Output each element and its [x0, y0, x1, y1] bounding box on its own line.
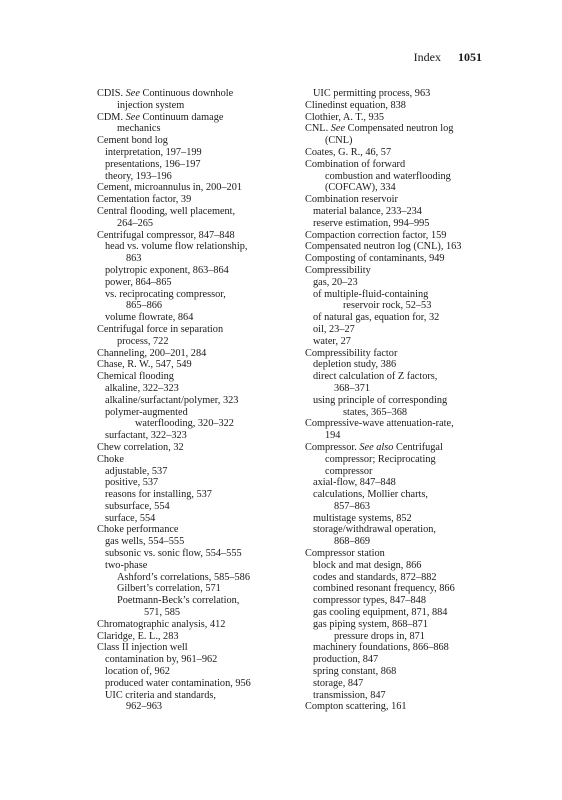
entry-text: polymer-augmented	[105, 406, 188, 418]
entry-text: Claridge, E. L., 283	[97, 630, 179, 642]
index-entry	[97, 642, 305, 654]
entry-text: Composting of contaminants, 949	[305, 253, 445, 265]
entry-text: machinery foundations, 866–868	[313, 642, 449, 654]
entry-text: Clinedinst equation, 838	[305, 99, 406, 111]
index-entry	[97, 607, 305, 619]
running-head-label: Index	[413, 50, 441, 64]
entry-text: gas piping system, 868–871	[313, 618, 428, 630]
entry-text: Chromatographic analysis, 412	[97, 618, 226, 630]
entry-text: Combination reservoir	[305, 194, 398, 206]
index-entry	[97, 560, 305, 572]
index-entry	[305, 383, 517, 395]
index-entry	[305, 513, 517, 525]
entry-text: UIC criteria and standards,	[105, 689, 216, 701]
index-entry	[305, 206, 517, 218]
index-entry	[305, 300, 517, 312]
entry-text: gas wells, 554–555	[105, 536, 185, 548]
entry-text: polytropic exponent, 863–864	[105, 264, 229, 276]
index-entry	[305, 572, 517, 584]
index-entry	[305, 642, 517, 654]
index-entry	[305, 454, 517, 466]
index-entry	[305, 430, 517, 442]
index-entry	[305, 607, 517, 619]
index-entry	[97, 477, 305, 489]
index-entry	[97, 524, 305, 536]
index-entry	[305, 489, 517, 501]
index-entry	[97, 701, 305, 713]
entry-text: Compressibility	[305, 264, 371, 276]
index-entry	[305, 407, 517, 419]
index-entry	[305, 619, 517, 631]
entry-text: codes and standards, 872–882	[313, 571, 437, 583]
entry-text: spring constant, 868	[313, 666, 397, 678]
index-entry	[305, 253, 517, 265]
index-entry	[305, 88, 517, 100]
entry-text: Central flooding, well placement,	[97, 205, 236, 217]
index-entry	[305, 524, 517, 536]
index-entry	[97, 348, 305, 360]
index-entry	[305, 654, 517, 666]
entry-text: injection system	[117, 99, 185, 111]
index-entry	[305, 194, 517, 206]
entry-text: reservoir rock, 52–53	[343, 300, 432, 312]
index-entry	[305, 218, 517, 230]
index-entry	[97, 336, 305, 348]
entry-text: process, 722	[117, 335, 169, 347]
index-entry	[97, 206, 305, 218]
entry-text: theory, 193–196	[105, 170, 172, 182]
index-entry	[97, 359, 305, 371]
entry-text: Compressibility factor	[305, 347, 398, 359]
index-column-right	[305, 88, 517, 713]
index-entry	[97, 147, 305, 159]
entry-text: Chase, R. W., 547, 549	[97, 359, 192, 371]
entry-text: UIC permitting process, 963	[313, 88, 431, 99]
entry-text: Centrifugal compressor, 847–848	[97, 229, 235, 241]
entry-text: Combination of forward	[305, 158, 406, 170]
entry-text: transmission, 847	[313, 689, 386, 701]
entry-text: compressor	[325, 465, 373, 477]
index-entry	[305, 112, 517, 124]
index-entry	[97, 100, 305, 112]
index-entry	[97, 454, 305, 466]
index-entry	[305, 631, 517, 643]
index-entry	[97, 112, 305, 124]
index-entry	[97, 395, 305, 407]
index-entry	[97, 277, 305, 289]
index-entry	[97, 513, 305, 525]
entry-text: gas cooling equipment, 871, 884	[313, 607, 448, 619]
entry-text: Poetmann-Beck’s correlation,	[117, 595, 240, 607]
entry-text: of multiple-fluid-containing	[313, 288, 429, 300]
entry-text: 868–869	[334, 536, 371, 548]
index-entry	[97, 654, 305, 666]
index-entry	[97, 312, 305, 324]
index-entry	[305, 701, 517, 713]
entry-text: 962–963	[126, 701, 163, 713]
entry-text: (COFCAW), 334	[325, 182, 396, 194]
index-entry	[305, 171, 517, 183]
entry-text: volume flowrate, 864	[105, 312, 194, 324]
page-number: 1051	[458, 50, 482, 64]
entry-text: Compton scattering, 161	[305, 701, 407, 713]
entry-text: surface, 554	[105, 512, 156, 524]
entry-text: Chemical flooding	[97, 371, 174, 383]
entry-text: subsurface, 554	[105, 500, 170, 512]
entry-text: CNL.	[305, 123, 331, 135]
index-entry	[97, 619, 305, 631]
index-entry	[305, 395, 517, 407]
running-head	[414, 50, 482, 65]
index-entry	[97, 595, 305, 607]
index-entry	[305, 477, 517, 489]
index-entry	[97, 631, 305, 643]
entry-text: Ashford’s correlations, 585–586	[117, 571, 250, 583]
index-entry	[97, 289, 305, 301]
index-entry	[305, 466, 517, 478]
index-entry	[305, 442, 517, 454]
index-entry	[305, 536, 517, 548]
entry-text: subsonic vs. sonic flow, 554–555	[105, 548, 242, 560]
entry-text: block and mat design, 866	[313, 559, 422, 571]
index-entry	[97, 536, 305, 548]
index-entry	[305, 123, 517, 135]
index-entry	[305, 182, 517, 194]
index-entry	[305, 312, 517, 324]
index-entry	[97, 324, 305, 336]
entry-text: surfactant, 322–323	[105, 430, 187, 442]
index-entry	[97, 218, 305, 230]
index-entry	[97, 407, 305, 419]
index-entry	[97, 88, 305, 100]
entry-text: waterflooding, 320–322	[135, 418, 234, 430]
see-reference: See	[330, 123, 346, 135]
index-entry	[97, 678, 305, 690]
entry-text: combined resonant frequency, 866	[313, 583, 455, 595]
entry-text: Cement, microannulus in, 200–201	[97, 182, 242, 194]
index-entry	[97, 466, 305, 478]
index-entry	[305, 241, 517, 253]
index-entry	[305, 289, 517, 301]
entry-text: alkaline, 322–323	[105, 382, 179, 394]
index-entry	[305, 560, 517, 572]
entry-text: 863	[126, 253, 142, 265]
index-entry	[305, 548, 517, 560]
entry-text: Cement bond log	[97, 135, 168, 147]
entry-text: material balance, 233–234	[313, 205, 422, 217]
entry-text: compressor; Reciprocating	[325, 453, 436, 465]
entry-text: Compensated neutron log	[345, 123, 454, 135]
entry-text: Compressor.	[305, 441, 360, 453]
index-entry	[97, 159, 305, 171]
entry-text: (CNL)	[325, 135, 353, 147]
entry-text: presentations, 196–197	[105, 158, 201, 170]
entry-text: vs. reciprocating compressor,	[105, 288, 226, 300]
index-entry	[97, 265, 305, 277]
entry-text: Chew correlation, 32	[97, 441, 184, 453]
entry-text: interpretation, 197–199	[105, 146, 202, 158]
see-reference: See	[125, 111, 140, 123]
entry-text: 194	[325, 430, 341, 442]
index-entry	[97, 241, 305, 253]
entry-text: pressure drops in, 871	[334, 630, 425, 642]
entry-text: storage/withdrawal operation,	[313, 524, 436, 536]
entry-text: states, 365–368	[343, 406, 408, 418]
index-entry	[305, 135, 517, 147]
index-entry	[305, 583, 517, 595]
entry-text: Coates, G. R., 46, 57	[305, 146, 392, 158]
index-entry	[97, 583, 305, 595]
entry-text: alkaline/surfactant/polymer, 323	[105, 394, 239, 406]
index-entry	[97, 666, 305, 678]
index-entry	[97, 690, 305, 702]
entry-text: power, 864–865	[105, 276, 172, 288]
entry-text: production, 847	[313, 654, 379, 666]
index-entry	[305, 324, 517, 336]
entry-text: Channeling, 200–201, 284	[97, 347, 207, 359]
index-entry	[305, 159, 517, 171]
index-entry	[305, 348, 517, 360]
index-entry	[305, 359, 517, 371]
index-entry	[97, 501, 305, 513]
entry-text: contamination by, 961–962	[105, 654, 218, 666]
entry-text: head vs. volume flow relationship,	[105, 241, 248, 253]
index-entry	[305, 666, 517, 678]
entry-text: adjustable, 537	[105, 465, 168, 477]
entry-text: gas, 20–23	[313, 276, 358, 288]
entry-text: Gilbert’s correlation, 571	[117, 583, 221, 595]
see-reference: See	[125, 88, 140, 99]
entry-text: oil, 23–27	[313, 323, 355, 335]
entry-text: direct calculation of Z factors,	[313, 371, 438, 383]
index-entry	[97, 430, 305, 442]
entry-text: calculations, Mollier charts,	[313, 489, 428, 501]
entry-text: combustion and waterflooding	[325, 170, 451, 182]
index-entry	[305, 147, 517, 159]
entry-text: Continuous downhole	[139, 88, 234, 99]
index-entry	[97, 383, 305, 395]
entry-text: compressor types, 847–848	[313, 595, 426, 607]
entry-text: 865–866	[126, 300, 163, 312]
entry-text: CDM.	[97, 111, 126, 123]
entry-text: 857–863	[334, 500, 371, 512]
entry-text: Clothier, A. T., 935	[305, 111, 385, 123]
see-reference: See also	[359, 441, 394, 453]
index-entry	[305, 265, 517, 277]
index-entry	[305, 690, 517, 702]
index-entry	[97, 182, 305, 194]
entry-text: using principle of corresponding	[313, 394, 448, 406]
index-entry	[305, 595, 517, 607]
entry-text: Choke	[97, 453, 124, 465]
index-entry	[97, 171, 305, 183]
index-entry	[97, 123, 305, 135]
entry-text: produced water contamination, 956	[105, 677, 251, 689]
entry-text: axial-flow, 847–848	[313, 477, 396, 489]
index-entry	[97, 489, 305, 501]
entry-text: two-phase	[105, 559, 148, 571]
entry-text: 264–265	[117, 217, 154, 229]
index-entry	[97, 230, 305, 242]
entry-text: Compaction correction factor, 159	[305, 229, 447, 241]
entry-text: depletion study, 386	[313, 359, 397, 371]
entry-text: water, 27	[313, 335, 351, 347]
index-entry	[97, 418, 305, 430]
index-entry	[305, 418, 517, 430]
index-entry	[97, 371, 305, 383]
index-entry	[305, 501, 517, 513]
entry-text: Centrifugal	[393, 441, 443, 453]
entry-text: mechanics	[117, 123, 161, 135]
index-entry	[305, 277, 517, 289]
entry-text: of natural gas, equation for, 32	[313, 312, 440, 324]
index-entry	[305, 371, 517, 383]
entry-text: Compensated neutron log (CNL), 163	[305, 241, 462, 253]
entry-text: 571, 585	[144, 607, 181, 619]
entry-text: positive, 537	[105, 477, 159, 489]
entry-text: Class II injection well	[97, 642, 188, 654]
entry-text: Cementation factor, 39	[97, 194, 192, 206]
index-column-left	[97, 88, 305, 713]
entry-text: CDIS.	[97, 88, 126, 99]
index-entry	[97, 253, 305, 265]
index-entry	[305, 230, 517, 242]
entry-text: Choke performance	[97, 524, 179, 536]
index-entry	[305, 678, 517, 690]
entry-text: 368–371	[334, 382, 371, 394]
entry-text: storage, 847	[313, 677, 364, 689]
entry-text: location of, 962	[105, 666, 170, 678]
index-entry	[97, 572, 305, 584]
entry-text: Compressive-wave attenuation-rate,	[305, 418, 454, 430]
entry-text: reserve estimation, 994–995	[313, 217, 430, 229]
index-entry	[97, 548, 305, 560]
index-entry	[97, 194, 305, 206]
index-entry	[97, 135, 305, 147]
index-entry	[97, 300, 305, 312]
entry-text: multistage systems, 852	[313, 512, 412, 524]
entry-text: reasons for installing, 537	[105, 489, 212, 501]
entry-text: Compressor station	[305, 548, 385, 560]
index-entry	[97, 442, 305, 454]
entry-text: Continuum damage	[139, 111, 224, 123]
index-entry	[305, 336, 517, 348]
entry-text: Centrifugal force in separation	[97, 323, 224, 335]
index-entry	[305, 100, 517, 112]
